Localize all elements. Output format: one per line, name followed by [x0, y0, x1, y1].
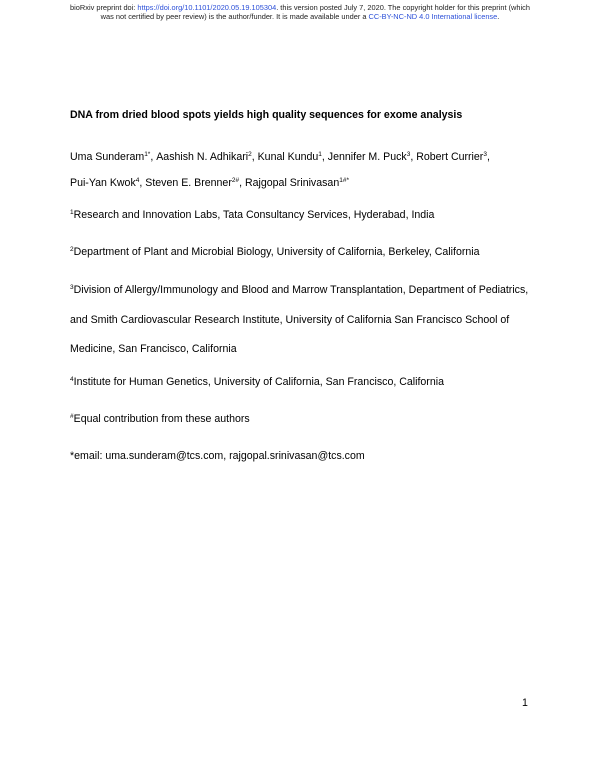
author-affiliation-mark: 1* — [144, 151, 151, 158]
corresponding-email: *email: uma.sunderam@tcs.com, rajgopal.srinivasan@tcs.com — [70, 450, 365, 462]
author-affiliation-mark: 3 — [483, 151, 487, 158]
author-affiliation-mark: 1 — [318, 151, 322, 158]
equal-contribution-note — [70, 405, 540, 434]
author-item — [258, 151, 328, 163]
author-separator: , — [251, 151, 258, 163]
doi-link[interactable]: https://doi.org/10.1101/2020.05.19.105304 — [137, 3, 277, 12]
author-item — [145, 177, 245, 189]
author-affiliation-mark: 2 — [248, 151, 252, 158]
affiliation-mark: 2 — [70, 246, 74, 253]
banner-line-1-suffix: . this version posted July 7, 2020. The copyright holder for this preprint (which — [276, 3, 530, 12]
affiliation-1 — [70, 201, 540, 230]
affiliation-mark: 4 — [70, 376, 74, 383]
author-item — [70, 151, 156, 163]
author-name: Aashish N. Adhikari — [156, 151, 249, 163]
author-separator: , — [410, 151, 417, 163]
page-number: 1 — [522, 697, 528, 709]
author-separator: , — [239, 177, 245, 189]
banner-line-2-prefix: was not certified by peer review) is the author/funder. It is made available under a — [100, 12, 369, 21]
banner-line-1 — [0, 3, 600, 12]
affiliation-text: Division of Allergy/Immunology and Blood and Marrow Transplantation, Department of Pediatrics, and Smith Cardiovascular Research Institute, University of California San Francisco School of Medicine, San Francisco, California — [70, 284, 529, 355]
affiliation-text: Research and Innovation Labs, Tata Consultancy Services, Hyderabad, India — [73, 209, 435, 221]
banner-line-1-prefix: bioRxiv preprint doi: — [70, 3, 138, 12]
affiliation-2 — [70, 238, 540, 267]
equal-contribution-mark: # — [70, 413, 74, 420]
author-item — [416, 151, 490, 163]
banner-line-2-suffix: . — [497, 12, 500, 21]
author-name: Uma Sunderam — [70, 151, 145, 163]
author-separator: , — [321, 151, 328, 163]
author-separator: , — [139, 177, 146, 189]
author-name: Pui-Yan Kwok — [70, 177, 136, 189]
author-item — [328, 151, 416, 163]
author-name: Jennifer M. Puck — [327, 151, 407, 163]
equal-contribution-text: Equal contribution from these authors — [73, 413, 250, 425]
author-affiliation-mark: 3 — [406, 151, 411, 158]
affiliation-mark: 3 — [70, 284, 74, 291]
banner-line-2 — [0, 12, 600, 21]
author-item — [70, 177, 145, 189]
license-link[interactable]: CC-BY-NC-ND 4.0 International license — [368, 12, 498, 21]
author-name: Robert Currier — [416, 151, 484, 163]
author-separator: , — [486, 151, 490, 163]
affiliation-text: Institute for Human Genetics, University of California, San Francisco, California — [73, 376, 444, 388]
author-list — [70, 144, 530, 196]
affiliation-text: Department of Plant and Microbial Biology, University of California, Berkeley, California — [73, 246, 480, 258]
affiliation-4 — [70, 368, 540, 397]
preprint-banner — [0, 3, 600, 21]
author-name: Kunal Kundu — [257, 151, 319, 163]
author-name: Steven E. Brenner — [145, 177, 232, 189]
author-item — [156, 151, 257, 163]
author-item — [245, 177, 349, 189]
author-separator: , — [150, 151, 157, 163]
affiliation-mark: 1 — [70, 209, 74, 216]
paper-title: DNA from dried blood spots yields high quality sequences for exome analysis — [70, 109, 463, 121]
author-name: Rajgopal Srinivasan — [244, 177, 340, 189]
author-affiliation-mark: 4 — [135, 177, 140, 184]
author-affiliation-mark: 1#* — [339, 177, 349, 184]
author-affiliation-mark: 2# — [231, 177, 240, 184]
affiliation-3 — [70, 276, 540, 365]
